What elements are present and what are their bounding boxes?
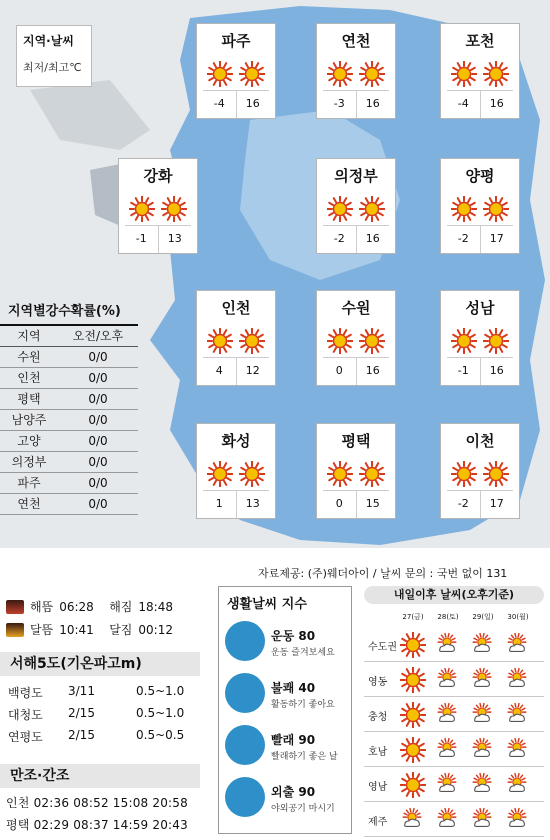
wave-row [8, 706, 184, 723]
life-item-exercise [225, 621, 347, 665]
value-cell: 0/0 [58, 451, 138, 472]
legend-subtitle: 최저/최고℃ [23, 61, 82, 74]
moonset-time: 00:12 [138, 622, 173, 637]
region-cell: 파주 [0, 472, 58, 493]
life-item-desc: 운동 즐겨보세요 [271, 648, 335, 658]
temp-high: 13 [167, 232, 182, 245]
forecast-region-name: 충청 [368, 712, 388, 723]
legend-title: 지역·날씨 [23, 34, 74, 48]
discomfort-icon [225, 673, 265, 713]
laundry-icon [225, 725, 265, 765]
value-cell: 0/0 [58, 409, 138, 430]
island-temp: 2/15 [68, 728, 95, 742]
partly-cloudy-icon [505, 667, 529, 691]
life-item-label: 운동 80 [271, 629, 316, 643]
sun-icon [207, 461, 233, 487]
partly-cloudy-icon [435, 807, 459, 831]
city-name: 평택 [341, 432, 371, 450]
partly-cloudy-icon [470, 737, 494, 761]
partly-cloudy-icon [505, 807, 529, 831]
temp-low: -3 [323, 91, 357, 118]
region-cell: 인천 [0, 367, 58, 388]
forecast-region-name: 제주 [368, 817, 388, 828]
wave-height: 0.5~0.5 [136, 728, 185, 742]
temp-low: -1 [125, 226, 159, 253]
sun-icon [359, 61, 385, 87]
forecast-day: 30(월) [507, 613, 529, 621]
sun-icon [239, 461, 265, 487]
sunrise-time: 06:28 [59, 599, 94, 614]
sun-icon [239, 61, 265, 87]
header-region: 지역 [0, 325, 58, 346]
partly-cloudy-icon [470, 702, 494, 726]
sunrise-label: 해뜸 [30, 600, 54, 614]
forecast-row [364, 696, 544, 732]
forecast-day: 28(토) [437, 613, 459, 621]
partly-cloudy-icon [435, 772, 459, 796]
partly-cloudy-icon [505, 737, 529, 761]
value-cell: 0/0 [58, 367, 138, 388]
waves-section-title: 서해5도(기온파고m) [0, 652, 200, 676]
temp-low: -4 [203, 91, 237, 118]
sun-icon [483, 461, 509, 487]
forecast-row [364, 766, 544, 802]
forecast-region-name: 수도권 [368, 642, 397, 653]
city-name: 수원 [341, 299, 371, 317]
island-name: 백령도 [8, 686, 43, 700]
value-cell: 0/0 [58, 493, 138, 514]
partly-cloudy-icon [435, 702, 459, 726]
partly-cloudy-icon [435, 632, 459, 656]
island-temp: 3/11 [68, 684, 95, 698]
temp-high: 16 [365, 364, 380, 377]
sun-icon [451, 61, 477, 87]
island-name: 연평도 [8, 730, 43, 744]
region-cell: 고양 [0, 430, 58, 451]
sun-icon [359, 461, 385, 487]
city-name: 의정부 [334, 167, 378, 185]
temp-high: 16 [365, 97, 380, 110]
temp-high: 17 [489, 497, 504, 510]
life-item-label: 외출 90 [271, 785, 316, 799]
life-item-desc: 빨래하기 좋은 날 [271, 752, 338, 762]
forecast-title: 내일이후 날씨(오후기준) [364, 586, 544, 604]
sun-icon [400, 667, 424, 691]
partly-cloudy-icon [470, 772, 494, 796]
partly-cloudy-icon [505, 772, 529, 796]
data-source-text: 자료제공: (주)웨더아이 / 날씨 문의 : 국번 없이 131 [258, 567, 508, 580]
city-name: 인천 [221, 299, 251, 317]
life-index-title: 생활날씨 지수 [227, 597, 307, 612]
island-temp: 2/15 [68, 706, 95, 720]
value-cell: 0/0 [58, 346, 138, 367]
city-card-ganghwa [118, 158, 198, 254]
region-cell: 평택 [0, 388, 58, 409]
value-cell: 0/0 [58, 430, 138, 451]
outing-icon [225, 777, 265, 817]
sun-icon [161, 196, 187, 222]
moonrise-row [6, 621, 173, 638]
precipitation-title: 지역별강수확률(%) [8, 304, 121, 319]
value-cell: 0/0 [58, 388, 138, 409]
sun-icon [400, 702, 424, 726]
sunrise-icon [6, 600, 24, 614]
partly-cloudy-icon [505, 702, 529, 726]
city-name: 화성 [221, 432, 251, 450]
exercise-icon [225, 621, 265, 661]
forecast-region-name: 호남 [368, 747, 388, 758]
life-item-laundry [225, 725, 347, 769]
sun-icon [400, 632, 424, 656]
sunset-label: 해짐 [109, 600, 133, 614]
sun-icon [239, 328, 265, 354]
sun-icon [483, 196, 509, 222]
city-name: 포천 [465, 32, 495, 50]
partly-cloudy-icon [435, 737, 459, 761]
city-name: 강화 [143, 167, 173, 185]
header-am-pm: 오전/오후 [58, 325, 138, 346]
temp-high: 16 [489, 97, 504, 110]
forecast-day: 29(일) [472, 613, 494, 621]
city-name: 성남 [465, 299, 495, 317]
partly-cloudy-icon [400, 807, 424, 831]
value-cell: 0/0 [58, 472, 138, 493]
sun-icon [483, 328, 509, 354]
region-cell: 연천 [0, 493, 58, 514]
table-row [0, 388, 138, 409]
moonset-label: 달짐 [109, 623, 133, 637]
forecast-row [364, 626, 544, 662]
temp-high: 17 [489, 232, 504, 245]
life-item-desc: 야외공기 마시기 [271, 804, 335, 814]
sun-icon [327, 196, 353, 222]
table-row [0, 451, 138, 472]
city-card-incheon [196, 290, 276, 386]
city-name: 양평 [465, 167, 495, 185]
wave-height: 0.5~1.0 [136, 684, 185, 698]
sun-icon [327, 461, 353, 487]
life-item-outing [225, 777, 347, 821]
city-card-pocheon [440, 23, 520, 119]
temp-high: 16 [489, 364, 504, 377]
city-card-hwaseong [196, 423, 276, 519]
city-card-yeoncheon [316, 23, 396, 119]
sun-icon [451, 328, 477, 354]
table-row [0, 472, 138, 493]
sun-icon [129, 196, 155, 222]
city-name: 이천 [465, 432, 495, 450]
temp-high: 12 [245, 364, 260, 377]
sun-icon [207, 61, 233, 87]
partly-cloudy-icon [435, 667, 459, 691]
temp-high: 13 [245, 497, 260, 510]
city-card-uijeongbu [316, 158, 396, 254]
city-card-suwon [316, 290, 396, 386]
wave-row [8, 728, 184, 745]
sunset-time: 18:48 [138, 599, 173, 614]
sun-icon [327, 61, 353, 87]
temp-high: 16 [365, 232, 380, 245]
moonrise-time: 10:41 [59, 622, 94, 637]
tide-row: 평택 02:29 08:37 14:59 20:43 [6, 818, 188, 832]
temp-low: -1 [447, 358, 481, 385]
life-item-discomfort [225, 673, 347, 717]
temp-high: 16 [245, 97, 260, 110]
partly-cloudy-icon [470, 632, 494, 656]
city-card-yangpyeong [440, 158, 520, 254]
sun-icon [483, 61, 509, 87]
extended-forecast [364, 586, 544, 834]
island-name: 대청도 [8, 708, 43, 722]
temp-low: -2 [447, 226, 481, 253]
sun-icon [451, 196, 477, 222]
partly-cloudy-icon [470, 807, 494, 831]
forecast-region-name: 영남 [368, 782, 388, 793]
temp-low: -4 [447, 91, 481, 118]
table-row [0, 430, 138, 451]
region-cell: 의정부 [0, 451, 58, 472]
wave-height: 0.5~1.0 [136, 706, 185, 720]
map-legend [16, 25, 92, 87]
life-weather-index [218, 586, 352, 834]
wave-row [8, 684, 184, 701]
table-row [0, 367, 138, 388]
sun-icon [400, 737, 424, 761]
temp-low: -2 [447, 491, 481, 518]
life-item-label: 불쾌 40 [271, 681, 316, 695]
temp-low: -2 [323, 226, 357, 253]
sun-icon [327, 328, 353, 354]
table-row [0, 409, 138, 430]
table-row [0, 346, 138, 367]
city-card-icheon [440, 423, 520, 519]
city-card-pyeongtaek [316, 423, 396, 519]
city-card-paju [196, 23, 276, 119]
temp-low: 0 [323, 358, 357, 385]
temp-low: 0 [323, 491, 357, 518]
partly-cloudy-icon [505, 632, 529, 656]
forecast-row [364, 661, 544, 697]
sunrise-row [6, 598, 173, 615]
precipitation-table [0, 300, 160, 542]
moonrise-icon [6, 623, 24, 637]
table-row [0, 493, 138, 514]
city-card-seongnam [440, 290, 520, 386]
sun-icon [451, 461, 477, 487]
city-name: 연천 [341, 32, 371, 50]
life-item-label: 빨래 90 [271, 733, 316, 747]
sun-icon [359, 196, 385, 222]
forecast-region-name: 영동 [368, 677, 388, 688]
sun-icon [359, 328, 385, 354]
precipitation-grid [0, 324, 138, 515]
forecast-row [364, 801, 544, 837]
region-cell: 수원 [0, 346, 58, 367]
forecast-day: 27(금) [402, 613, 424, 621]
sun-icon [207, 328, 233, 354]
temp-high: 15 [365, 497, 380, 510]
region-cell: 남양주 [0, 409, 58, 430]
tides-section-title: 만조·간조 [0, 764, 200, 788]
temp-low: 4 [203, 358, 237, 385]
forecast-row [364, 731, 544, 767]
temp-low: 1 [203, 491, 237, 518]
tide-row: 인천 02:36 08:52 15:08 20:58 [6, 796, 188, 810]
city-name: 파주 [221, 32, 251, 50]
partly-cloudy-icon [470, 667, 494, 691]
life-item-desc: 활동하기 좋아요 [271, 700, 335, 710]
moonrise-label: 달뜸 [30, 623, 54, 637]
sun-icon [400, 772, 424, 796]
